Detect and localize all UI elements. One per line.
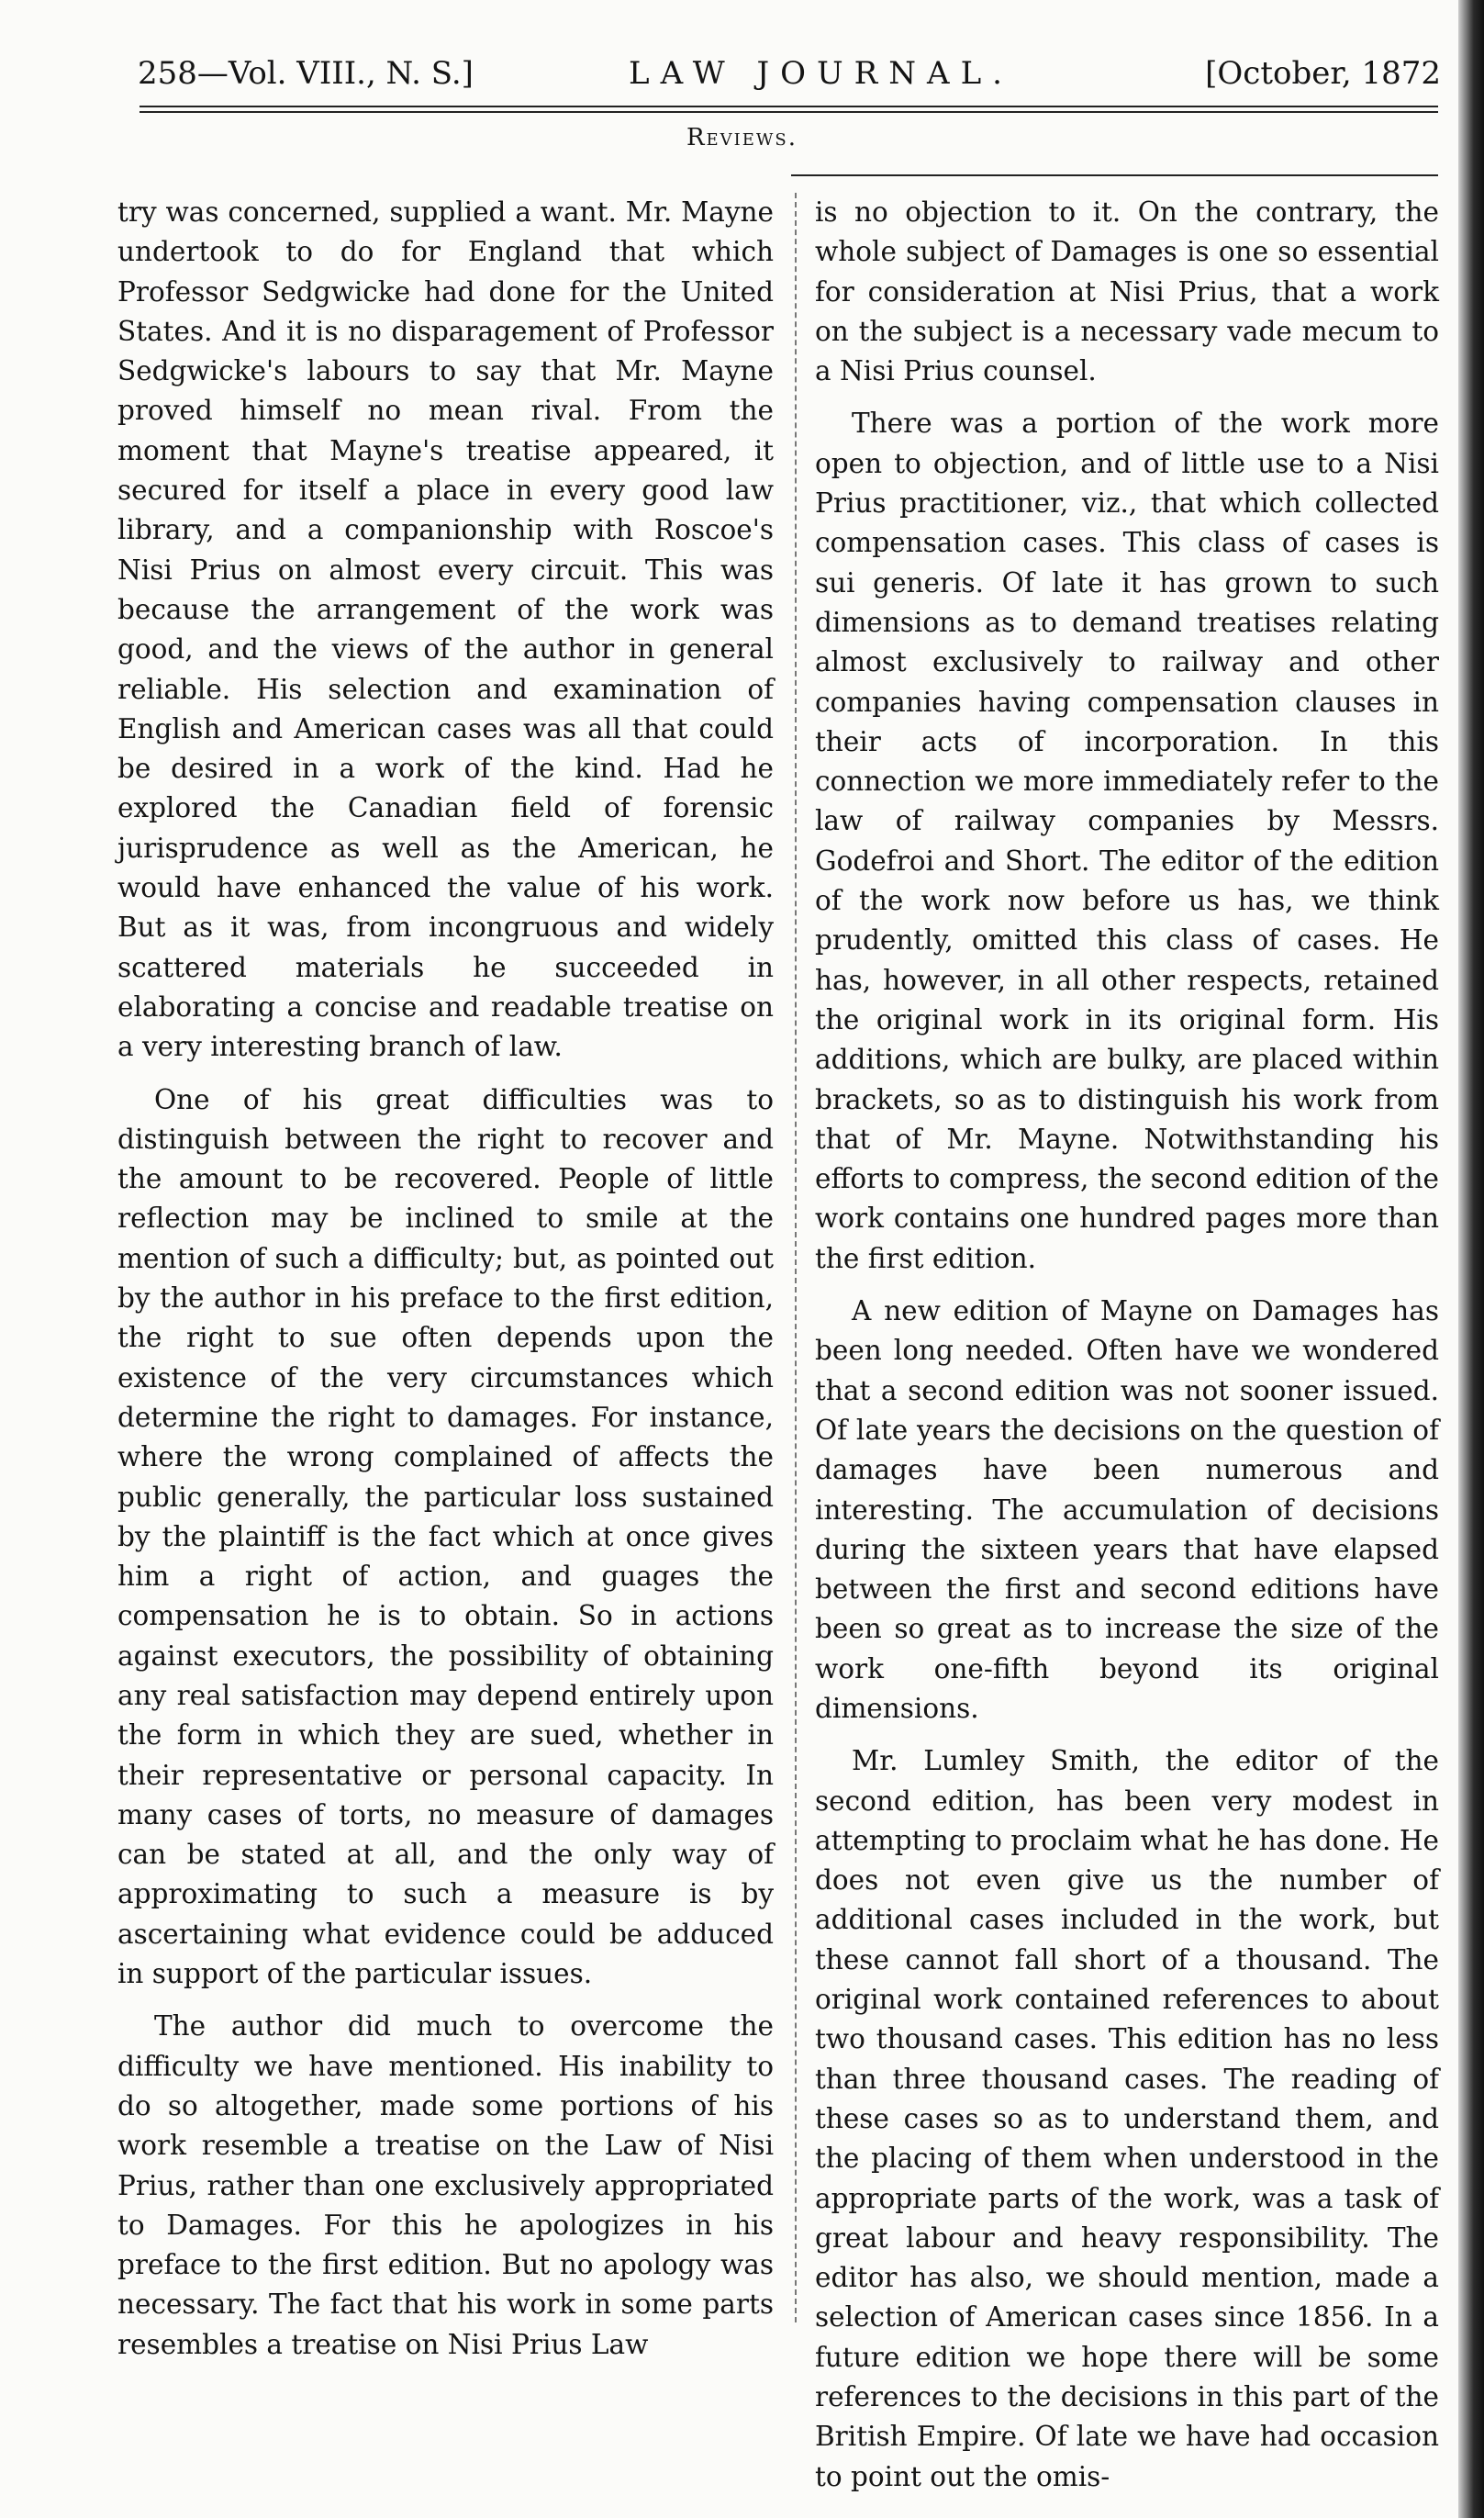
page-volume-label: 258—Vol. VIII., N. S.] — [138, 55, 474, 92]
page-edge-shadow — [1458, 0, 1484, 2518]
left-paragraph-1: try was concerned, supplied a want. Mr. Mayne undertook to do for England that which Professor Sedgwicke had done for the United States. And it is no disparagement of Professor Sedgwicke's labours to say that Mr. Mayne proved himself no mean rival. From the moment that Mayne's treatise appeared, it secured for itself a place in every good law library, and a companionship with Roscoe's Nisi Prius on almost every circuit. This was because the arrangement of the work was good, and the views of the author in general reliable. His selection and examination of English and American cases was all that could be desired in a work of the kind. Had he explored the Canadian field of forensic jurisprudence as well as the American, he would have enhanced the value of his work. But as it was, from incongruous and widely scattered materials he succeeded in elaborating a concise and readable treatise on a very interesting branch of law. — [117, 196, 774, 1063]
section-rule — [791, 174, 1438, 176]
header-rule-bottom — [139, 111, 1438, 113]
column-divider — [795, 193, 797, 2322]
right-column — [815, 193, 1439, 2510]
header-rule-top — [139, 106, 1438, 107]
section-heading: Reviews. — [686, 124, 798, 151]
left-column — [117, 193, 774, 2378]
journal-title: LAW JOURNAL. — [629, 55, 1013, 92]
left-paragraph-3: The author did much to overcome the difficulty we have mentioned. His inability to do so altogether, made some portions of his work resemble a treatise on the Law of Nisi Prius, rather than one exclusively appropriated to Damages. For this he apologizes in his preface to the first edition. But no apology was necessary. The fact that his work in some parts resembles a treatise on Nisi Prius Law — [117, 2010, 774, 2360]
right-paragraph-4: Mr. Lumley Smith, the editor of the second edition, has been very modest in attempting to proclaim what he has done. He does not even give us the number of additional cases included in the work, but these cannot fall short of a thousand. The original work contained references to about two thousand cases. This edition has no less than three thousand cases. The reading of these cases so as to understand them, and the placing of them when understood in the appropriate parts of the work, was a task of great labour and heavy responsibility. The editor has also, we should mention, made a selection of American cases since 1856. In a future edition we hope there will be some references to the decisions in this part of the British Empire. Of late we have had occasion to point out the omis- — [815, 1745, 1439, 2492]
running-head — [138, 50, 1441, 96]
right-paragraph-3: A new edition of Mayne on Damages has been long needed. Often have we wondered that a second edition was not sooner issued. Of late years the decisions on the question of damages have been numerous and interesting. The accumulation of decisions during the sixteen years that have elapsed between the first and second editions have been so great as to increase the size of the work one-fifth beyond its original dimensions. — [815, 1295, 1439, 1724]
left-paragraph-2: One of his great difficulties was to distinguish between the right to recover and the amount to be recovered. People of little reflection may be inclined to smile at the mention of such a difficulty; but, as pointed out by the author in his preface to the first edition, the right to sue often depends upon the existence of the very circumstances which determine the right to damages. For instance, where the wrong complained of affects the public generally, the particular loss sustained by the plaintiff is the fact which at once gives him a right of action, and guages the compensation he is to obtain. So in actions against executors, the possibility of obtaining any real satisfaction may depend entirely upon the form in which they are sued, whether in their representative or personal capacity. In many cases of torts, no measure of damages can be stated at all, and the only way of approximating to such a measure is by ascertaining what evidence could be adduced in support of the particular issues. — [117, 1083, 774, 1990]
right-paragraph-2: There was a portion of the work more open to objection, and of little use to a Nisi Prius practitioner, viz., that which collected compensation cases. This class of cases is sui generis. Of late it has grown to such dimensions as to demand treatises relating almost exclusively to railway and other companies having compensation clauses in their acts of incorporation. In this connection we more immediately refer to the law of railway companies by Messrs. Godefroi and Short. The editor of the edition of the work now before us has, we think prudently, omitted this class of cases. He has, however, in all other respects, retained the original work in its original form. His additions, which are bulky, are placed within brackets, so as to distinguish his work from that of Mr. Mayne. Notwithstanding his efforts to compress, the second edition of the work contains one hundred pages more than the first edition. — [815, 408, 1439, 1274]
issue-date: [October, 1872 — [1205, 55, 1441, 92]
right-paragraph-1: is no objection to it. On the contrary, the whole subject of Damages is one so essential for consideration at Nisi Prius, that a work on the subject is a necessary vade mecum to a Nisi Prius counsel. — [815, 196, 1439, 387]
